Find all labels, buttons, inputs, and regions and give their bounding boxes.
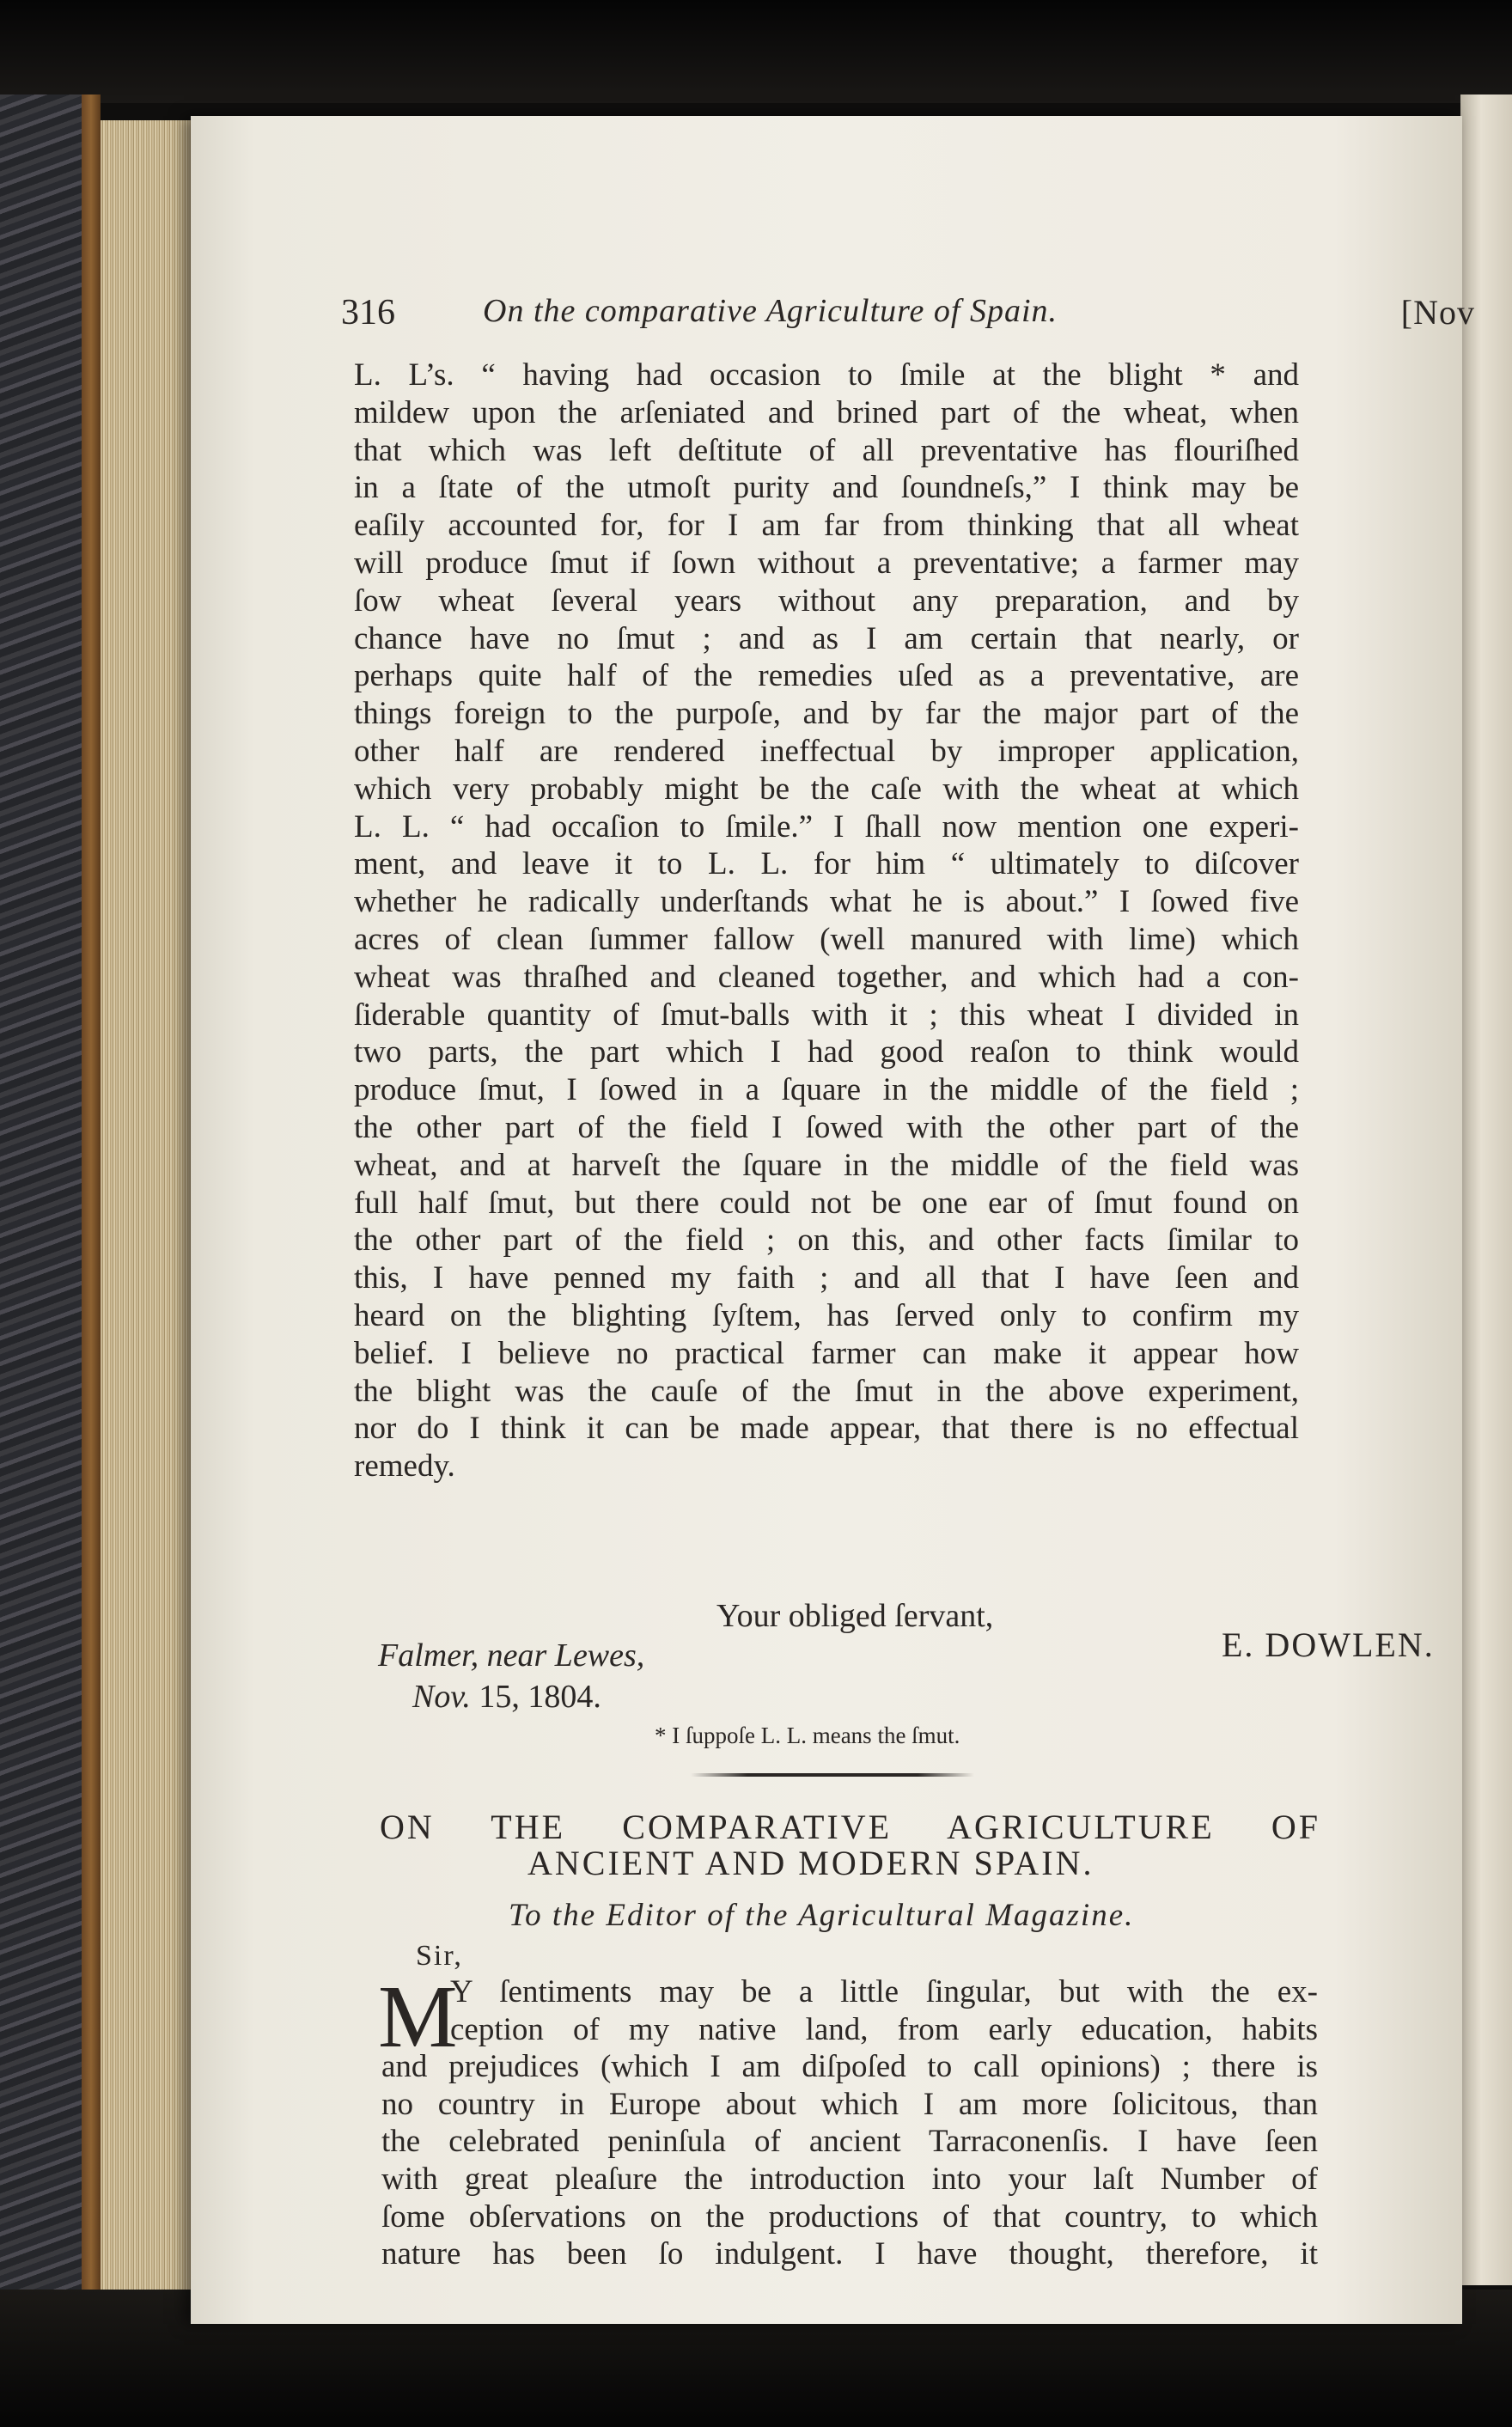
article-body: [381, 1973, 1318, 2273]
body-line: wheat was thraſhed and cleaned together, and which had a con-: [354, 959, 1299, 995]
facing-page-edge: [1460, 95, 1512, 2285]
letter-place: Falmer, near Lewes,: [378, 1637, 645, 1674]
body-line: acres of clean ſummer fallow (well manured with lime) which: [354, 921, 1299, 957]
body-line: L. L. “ had occaſion to ſmile.” I ſhall now mention one experi-: [354, 808, 1299, 845]
letter-signature: E. DOWLEN.: [1222, 1625, 1435, 1664]
body-line: perhaps quite half of the remedies uſed as a preventative, are: [354, 658, 1299, 694]
running-head-month: [Nov: [1400, 293, 1475, 332]
body-line: full half ſmut, but there could not be one ear of ſmut found on: [354, 1185, 1299, 1221]
body-line: remedy.: [354, 1448, 455, 1485]
article-line: no country in Europe about which I am more ſolicitous, than: [381, 2086, 1318, 2122]
background-top: [0, 0, 1512, 103]
drop-cap: M: [378, 1967, 458, 2066]
letter-date-day-year: 15, 1804.: [479, 1679, 601, 1715]
page-edges: [101, 120, 195, 2294]
body-line: whether he radically underſtands what he is about.” I ſowed five: [354, 884, 1299, 920]
letter-date: [412, 1678, 601, 1716]
article-salutation: Sir,: [416, 1940, 463, 1972]
body-line: other half are rendered ineffectual by improper application,: [354, 733, 1299, 769]
section-divider: [691, 1773, 974, 1777]
book-spine-leather: [82, 95, 101, 2294]
article-line: with great pleaſure the introduction into your laſt Number of: [381, 2161, 1318, 2197]
article-title-line2: ANCIENT AND MODERN SPAIN.: [527, 1844, 1094, 1882]
article-line: the celebrated peninſula of ancient Tarraconenſis. I have ſeen: [381, 2124, 1318, 2160]
letter-closing: Your obliged ſervant,: [716, 1598, 994, 1634]
body-line: heard on the blighting ſyſtem, has ſerved only to confirm my: [354, 1297, 1299, 1333]
article-line: ſome obſervations on the productions of that country, to which: [381, 2198, 1318, 2235]
book-cover-marbled: [0, 95, 85, 2294]
body-line: which very probably might be the caſe with the wheat at which: [354, 771, 1299, 807]
book-page: [191, 116, 1475, 2324]
body-line: ſiderable quantity of ſmut-balls with it ; this wheat I divided in: [354, 997, 1299, 1033]
article-line: ception of my native land, from early education, habits: [450, 2011, 1318, 2047]
article-line: Y ſentiments may be a little ſingular, but with the ex-: [450, 1974, 1318, 2009]
article-title-line1: ON THE COMPARATIVE AGRICULTURE OF: [380, 1808, 1320, 1846]
body-line: wheat, and at harveſt the ſquare in the middle of the field was: [354, 1147, 1299, 1183]
running-title: On the comparative Agriculture of Spain.: [483, 293, 1058, 329]
article-line: nature has been ſo indulgent. I have thought, therefore, it: [381, 2236, 1318, 2272]
page-number: 316: [341, 293, 395, 332]
body-line: two parts, the part which I had good reaſon to think would: [354, 1034, 1299, 1070]
body-line: produce ſmut, I ſowed in a ſquare in the middle of the field ;: [354, 1072, 1299, 1108]
body-line: things foreign to the purpoſe, and by far the major part of the: [354, 696, 1299, 732]
body-line: the blight was the cauſe of the ſmut in the above experiment,: [354, 1373, 1299, 1409]
body-line: ment, and leave it to L. L. for him “ ultimately to diſcover: [354, 846, 1299, 882]
running-head: [341, 292, 1475, 344]
article-addressee: To the Editor of the Agricultural Magazine.: [509, 1898, 1135, 1933]
article-line: and prejudices (which I am diſpoſed to call opinions) ; there is: [381, 2049, 1318, 2085]
body-line: the other part of the field ; on this, and other facts ſimilar to: [354, 1223, 1299, 1259]
body-line: belief. I believe no practical farmer can make it appear how: [354, 1335, 1299, 1371]
body-line: L. L’s. “ having had occasion to ſmile at the blight * and: [354, 357, 1299, 393]
body-line: nor do I think it can be made appear, that there is no effectual: [354, 1411, 1299, 1447]
body-line: eaſily accounted for, for I am far from thinking that all wheat: [354, 508, 1299, 544]
body-line: chance have no ſmut ; and as I am certain that nearly, or: [354, 620, 1299, 656]
letter-date-month: Nov.: [412, 1679, 471, 1715]
letter-body: [354, 357, 1299, 1485]
body-line: this, I have penned my faith ; and all that I have ſeen and: [354, 1260, 1299, 1296]
body-line: mildew upon the arſeniated and brined part of the wheat, when: [354, 394, 1299, 430]
body-line: will produce ſmut if ſown without a preventative; a farmer may: [354, 545, 1299, 581]
body-line: ſow wheat ſeveral years without any preparation, and by: [354, 582, 1299, 619]
footnote: * I ſuppoſe L. L. means the ſmut.: [655, 1723, 960, 1748]
body-line: in a ſtate of the utmoſt purity and ſoundneſs,” I think may be: [354, 470, 1299, 506]
body-line: the other part of the field I ſowed with the other part of the: [354, 1109, 1299, 1145]
body-line: that which was left deſtitute of all preventative has flouriſhed: [354, 432, 1299, 468]
